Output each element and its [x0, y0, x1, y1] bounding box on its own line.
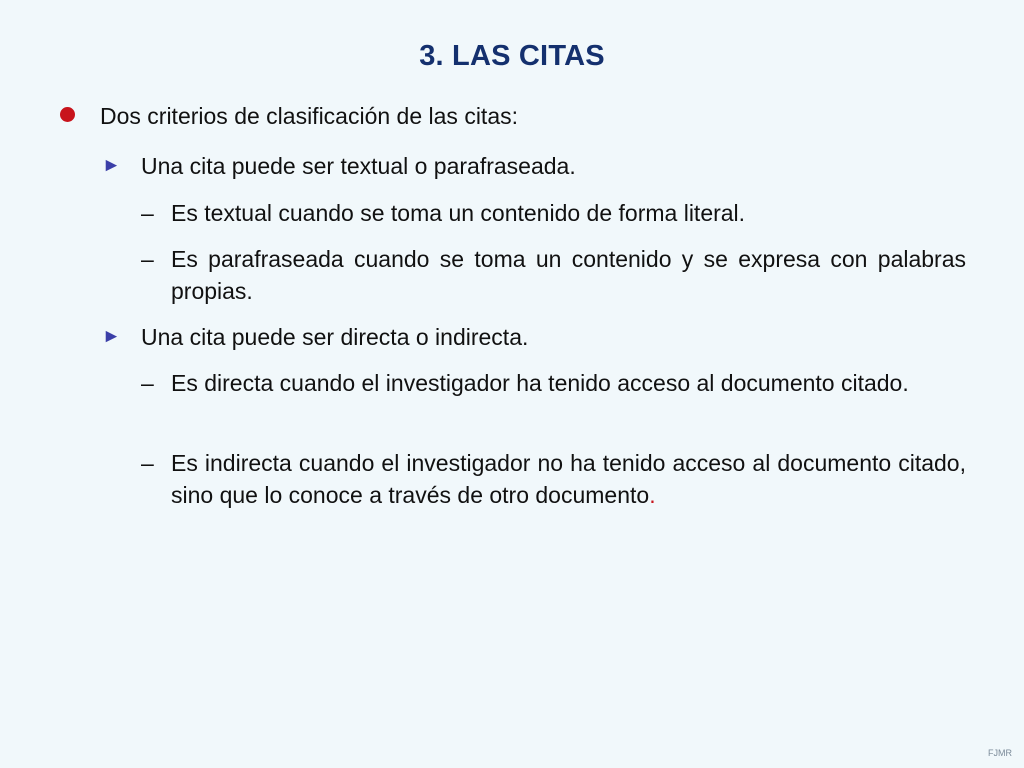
- group2-item2-block: [171, 447, 966, 511]
- dash-bullet-icon: –: [141, 370, 154, 396]
- group1-item2-text: Es parafraseada cuando se toma un contenido y se expresa con palabras propias.: [171, 246, 966, 304]
- dash-bullet-icon: –: [141, 450, 154, 476]
- bullet-level1-text: Dos criterios de clasificación de las citas:: [100, 103, 518, 129]
- group2-item1-text: Es directa cuando el investigador ha tenido acceso al documento citado.: [171, 370, 909, 396]
- group2-item2-text: Es indirecta cuando el investigador no ha tenido acceso al documento citado, sino que lo conoce a través de otro documento: [171, 450, 966, 508]
- arrow-bullet-icon: ►: [102, 326, 121, 347]
- red-circle-bullet-icon: [60, 107, 75, 122]
- slide-title: 3. LAS CITAS: [419, 40, 605, 72]
- period-mark: .: [649, 482, 656, 508]
- group1-item1-text: Es textual cuando se toma un contenido de forma literal.: [171, 200, 746, 226]
- group-heading-2: Una cita puede ser directa o indirecta.: [141, 324, 529, 350]
- arrow-bullet-icon: ►: [102, 155, 121, 176]
- dash-bullet-icon: –: [141, 246, 154, 272]
- group-heading-1: Una cita puede ser textual o parafraseada.: [141, 153, 576, 179]
- author-initials: FJMR: [988, 748, 1012, 758]
- dash-bullet-icon: –: [141, 200, 154, 226]
